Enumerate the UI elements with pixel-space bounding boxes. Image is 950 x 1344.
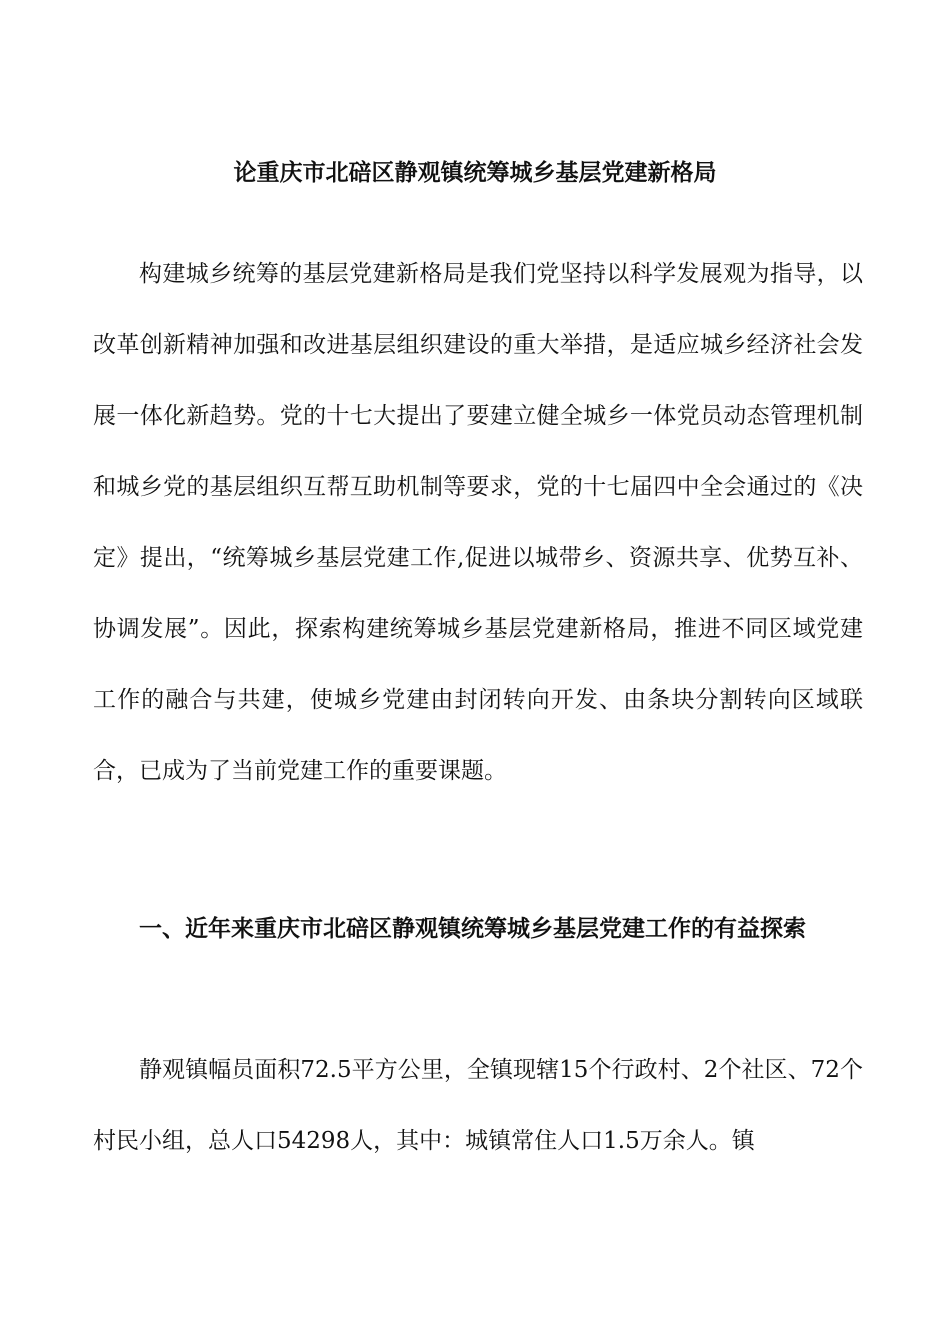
body-paragraph: 构建城乡统筹的基层党建新格局是我们党坚持以科学发展观为指导，以改革创新精神加强和改进基层组织建设的重大举措，是适应城乡经济社会发展一体化新趋势。党的十七大提出了要建立健全城乡一体党员动态管理机制和城乡党的基层组织互帮互助机制等要求，党的十七届四中全会通过的《决定》提出，“统筹城乡基层党建工作,促进以城带乡、资源共享、优势互补、协调发展”。因此，探索构建统筹城乡基层党建新格局，推进不同区域党建工作的融合与共建，使城乡党建由封闭转向开发、由条块分割转向区域联合，已成为了当前党建工作的重要课题。 xyxy=(93,261,863,784)
document-title: 论重庆市北碚区静观镇统筹城乡基层党建新格局 xyxy=(233,160,717,186)
section-heading: 一、近年来重庆市北碚区静观镇统筹城乡基层党建工作的有益探索 xyxy=(139,916,806,942)
body-paragraph: 静观镇幅员面积72.5平方公里，全镇现辖15个行政村、2个社区、72个村民小组，总人口54298人，其中：城镇常住人口1.5万余人。镇 xyxy=(93,1057,863,1154)
